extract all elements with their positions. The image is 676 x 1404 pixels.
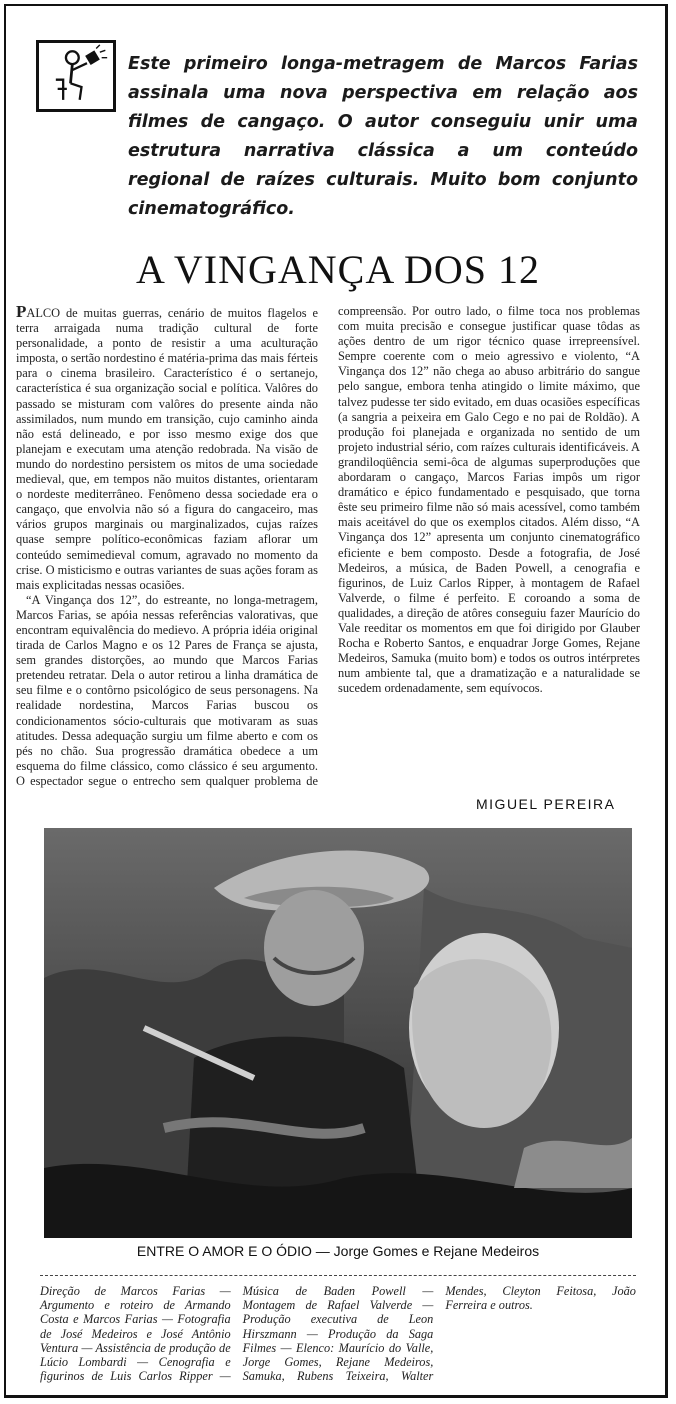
credits-text: Direção de Marcos Farias — Argumento e roteiro de Armando Costa e Marcos Farias — Fotografia de José Medeiros e José Antônio Ventura — Assistência de produção de Lúcio Lombardi — Cenografia e figurinos de Luis Carlos Ripper — Música de Baden Powell — Montagem de Rafael Valverde — Produção executiva de Leon Hirszmann — Produção da Saga Filmes — Elenco: Maurício do Valle, Jorge Gomes, Rejane Medeiros, Samuka, Rubens Teixeira, Walter Mendes, Cleyton Feitosa, João Ferreira e outros. <box>40 1284 636 1384</box>
photo-caption: ENTRE O AMOR E O ÓDIO — Jorge Gomes e Rejane Medeiros <box>136 1243 540 1259</box>
author-byline: MIGUEL PEREIRA <box>476 796 616 812</box>
article-paragraph: “A Vingança dos 12”, do estreante, no longa-metragem, Marcos Farias, se apóia nessas referências valorativas, que encontram equivalência do medievo. A própria idéia original tirada de Carlos Magno e os 12 Pares de França se ajusta, sem grandes distorções, ao mundo que Marcos Farias pretendeu retratar. Dela o autor retirou a linha dramática de seu filme e o contôrno psicológico de seus personagens. Na realidade nordestina, Marcos Farias buscou os condicionamentos sócio-culturais que motivaram as suas atitudes. Dessa adequação surgiu um filme aberto e com os pés no chão. Sua progressão dramática obedece a um esquema do filme clássico, como clássico é seu argumento. O espectador segue o entrecho sem qualquer problema de compreensão. Por outro lado, o filme toca nos problemas com muita precisão e consegue justificar quase tôdas as ações dentro de um rigor técnico quase irrepreensível. Sempre coerente com o meio agressivo e violento, “A Vingança dos 12” não chega ao abuso arbitrário do sangue pelo sangue, embora tenha atingido o limite máximo, que talvez pudesse ter sido evitado, em duas ocasiões específicas (a sangria a peixeira em Galo Cego e no pai de Roldão). A produção foi planejada e organizada no sentido de um projeto industrial sério, com raízes culturais identificáveis. A grandiloqüência semi-ôca de algumas superproduções que abordaram o cangaço, Marcos Farias impôs um rigor dramático e épico fundamentado e pesquisado, que torna êste seu primeiro filme não só mais acessível, como também mais aceitável do que os exemplos citados. Além disso, “A Vingança dos 12” apresenta um conjunto cinematográfico eficiente e bem composto. Desde a fotografia, de José Medeiros, a música, de Baden Powell, a cenografia e figurinos, de Luiz Carlos Ripper, à montagem de Rafael Valverde, o filme é perfeito. E coroando a soma de qualidades, a direção de atôres conseguiu fazer Maurício do Vale reeditar os momentos em que foi dirigido por Glauber Rocha e Roberto Santos, e enquadrar Jorge Gomes, Rejane Medeiros, Samuka (muito bom) e todos os outros intérpretes num ambiente tal, que a dramatização e a naturalidade se sucedem ordenadamente, sem equívocos. <box>16 304 640 788</box>
drop-cap: P <box>16 302 27 321</box>
reading-person-icon <box>36 40 116 112</box>
lead-summary: Este primeiro longa-metragem de Marcos Farias assinala uma nova perspectiva em relação aos filmes de cangaço. O autor conseguiu unir uma estrutura narrativa clássica a um conteúdo regional de raízes culturais. Muito bom conjunto cinematográfico. <box>128 54 638 219</box>
article-body <box>16 304 640 804</box>
film-credits <box>40 1284 636 1390</box>
dashed-divider <box>40 1275 636 1276</box>
article-title: A VINGANÇA DOS 12 <box>135 247 541 292</box>
film-still-photo <box>44 828 632 1238</box>
article-paragraph: PALCO de muitas guerras, cenário de muitos flagelos e terra arraigada numa tradição cultural de forte personalidade, a ponto de resistir a uma aculturação imposta, o sertão nordestino é matéria-prima das mais férteis para o cinema brasileiro. Característico é o sertanejo, característica é sua organização social e política. Valôres do passado se misturam com valôres do presente ainda não assimilados, num mundo em transição, cujo caminho ainda não está delineado, e por isso mesmo exige dos que planejam e executam uma atenção redobrada. Na visão de mundo do nordestino persistem os mitos de uma sociedade medieval, que, em tempos não muitos distantes, orientaram o nordeste mediterrâneo. Fenômeno dessa sociedade era o cangaço, que envolvia não só a figura do cangaceiro, mas vários grupos marginais ou marginalizados, cujas raízes quase sempre político-econômicas faziam aflorar um conteúdo semimedieval comum, agravado no momento da crise. O misticismo e outras variantes de suas ações foram as mais explicitadas nessas ocasiões. <box>16 302 318 592</box>
